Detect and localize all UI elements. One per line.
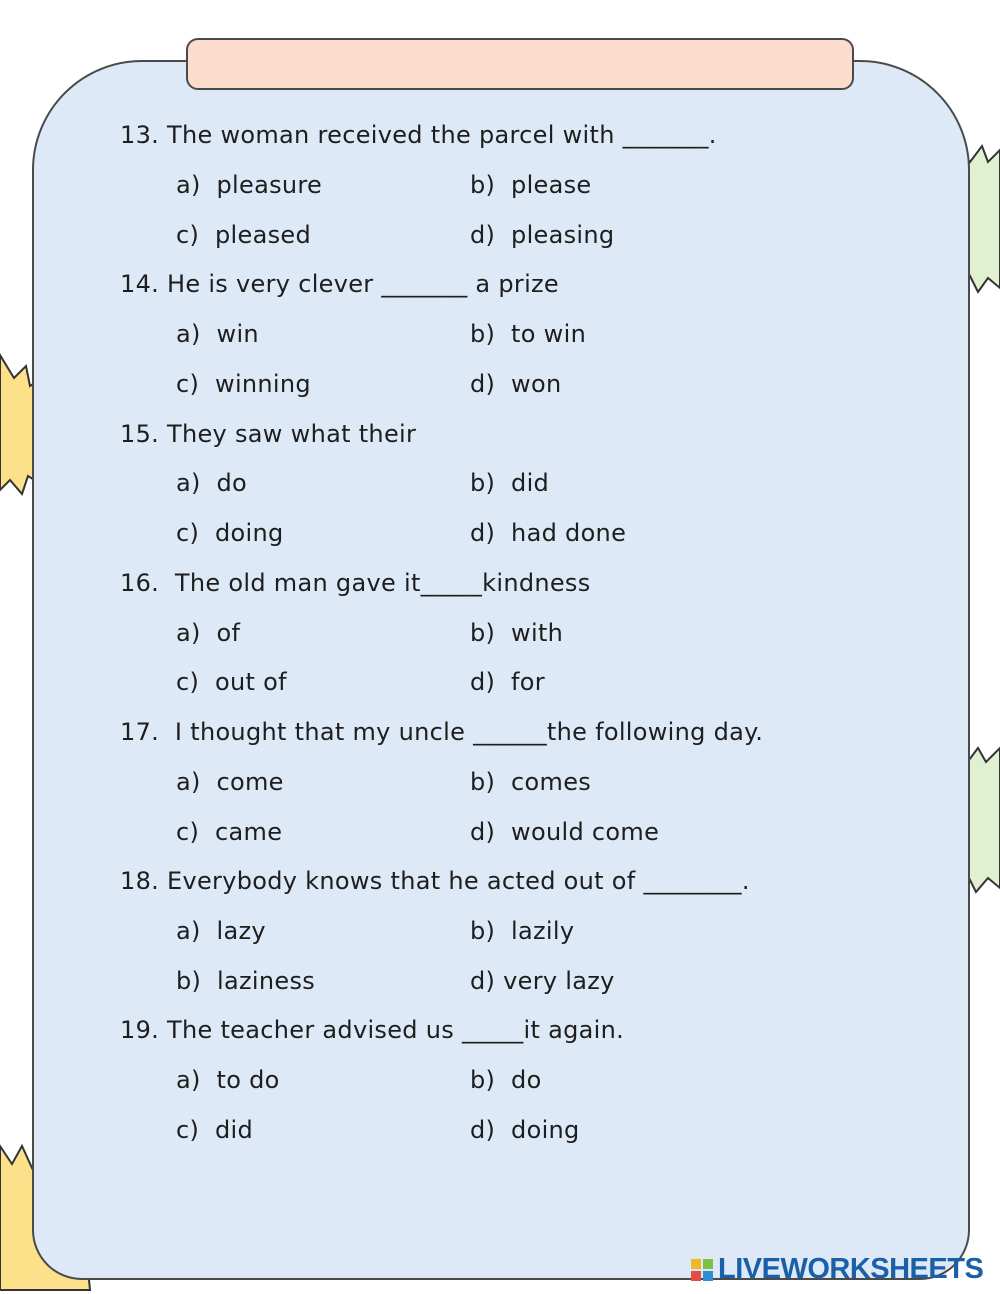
question-17-option-c[interactable]: c) came — [176, 818, 283, 846]
question-15-option-a[interactable]: a) do — [176, 469, 248, 497]
question-19-option-a[interactable]: a) to do — [176, 1066, 280, 1094]
question-15-text: 15. They saw what their — [120, 420, 417, 448]
question-14-text: 14. He is very clever _______ a prize — [120, 270, 559, 298]
question-14-option-d[interactable]: d) won — [470, 370, 562, 398]
question-16-text: 16. The old man gave it_____kindness — [120, 569, 591, 597]
question-17-option-a[interactable]: a) come — [176, 768, 284, 796]
question-18-option-c[interactable]: b) laziness — [176, 967, 316, 995]
question-18-option-b[interactable]: b) lazily — [470, 917, 575, 945]
question-14-option-a[interactable]: a) win — [176, 320, 259, 348]
question-18-text: 18. Everybody knows that he acted out of ________. — [120, 867, 750, 895]
question-17-option-b[interactable]: b) comes — [470, 768, 592, 796]
brand-name: LIVEWORKSHEETS — [718, 1253, 984, 1285]
question-17-option-d[interactable]: d) would come — [470, 818, 660, 846]
question-18-option-a[interactable]: a) lazy — [176, 917, 266, 945]
question-16-option-a[interactable]: a) of — [176, 619, 241, 647]
question-15-option-c[interactable]: c) doing — [176, 519, 284, 547]
question-15-option-b[interactable]: b) did — [470, 469, 550, 497]
question-19-option-b[interactable]: b) do — [470, 1066, 542, 1094]
question-14-option-c[interactable]: c) winning — [176, 370, 311, 398]
question-15-option-d[interactable]: d) had done — [470, 519, 627, 547]
question-14-option-b[interactable]: b) to win — [470, 320, 587, 348]
question-17-text: 17. I thought that my uncle ______the following day. — [120, 718, 764, 746]
question-19-option-d[interactable]: d) doing — [470, 1116, 580, 1144]
question-19-option-c[interactable]: c) did — [176, 1116, 254, 1144]
question-16-option-c[interactable]: c) out of — [176, 668, 287, 696]
question-13-option-c[interactable]: c) pleased — [176, 221, 311, 249]
question-16-option-d[interactable]: d) for — [470, 668, 545, 696]
question-13-option-b[interactable]: b) please — [470, 171, 592, 199]
liveworksheets-brand — [690, 1252, 990, 1286]
question-16-option-b[interactable]: b) with — [470, 619, 564, 647]
question-13-text: 13. The woman received the parcel with _______. — [120, 121, 717, 149]
question-19-text: 19. The teacher advised us _____it again. — [120, 1016, 625, 1044]
question-18-option-d[interactable]: d) very lazy — [470, 967, 615, 995]
question-13-option-d[interactable]: d) pleasing — [470, 221, 615, 249]
question-13-option-a[interactable]: a) pleasure — [176, 171, 323, 199]
liveworksheets-logo-icon — [690, 1258, 714, 1282]
